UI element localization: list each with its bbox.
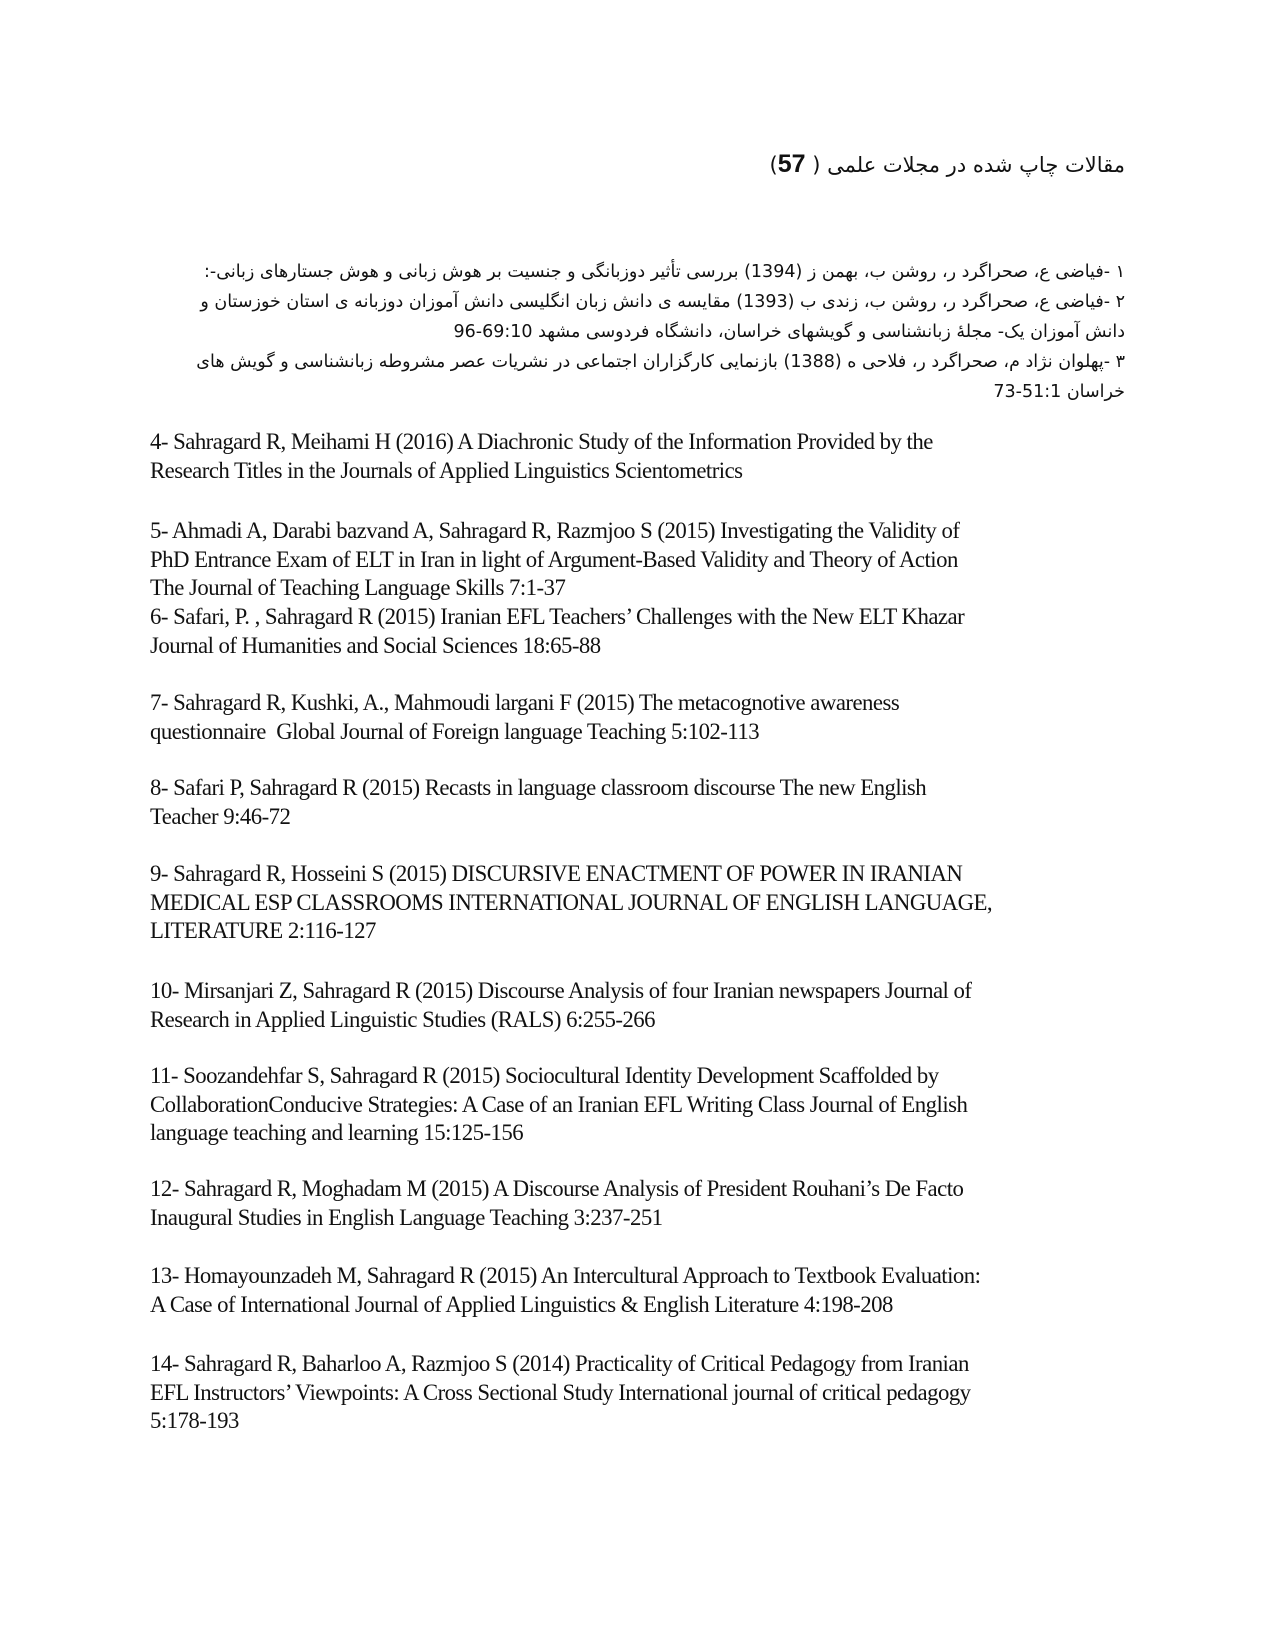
entry-12 bbox=[150, 1175, 1101, 1232]
entry-7 bbox=[150, 689, 1101, 746]
title-close: ) bbox=[769, 153, 778, 177]
entry-12-line-2: Inaugural Studies in English Language Teaching 3:237-251 bbox=[150, 1204, 663, 1231]
entry-4 bbox=[150, 428, 1101, 485]
entry-11-line-2: CollaborationConducive Strategies: A Case of an Iranian EFL Writing Class Journal of English bbox=[150, 1091, 968, 1118]
entry-14-line-3: 5:178-193 bbox=[150, 1408, 239, 1434]
entry-5 bbox=[150, 517, 1101, 603]
entry-14 bbox=[150, 1350, 1101, 1436]
entry-13-line-2: A Case of International Journal of Applied Linguistics & English Literature 4:198-208 bbox=[150, 1291, 893, 1318]
article-count: 57 bbox=[777, 150, 806, 178]
persian-entry-2-line-2: دانش آموزان یک- مجلۀ زبانشناسی و گویشهای خراسان، دانشگاه فردوسی مشهد 69:10-96 bbox=[453, 322, 1125, 342]
entry-5-line-3: The Journal of Teaching Language Skills 7:1-37 bbox=[150, 575, 566, 601]
persian-entry-3-line-2: خراسان 51:1-73 bbox=[993, 382, 1125, 402]
persian-entry-1 bbox=[150, 257, 1125, 287]
entry-11-line-1: 11- Soozandehfar S, Sahragard R (2015) Sociocultural Identity Development Scaffolded by bbox=[150, 1063, 939, 1089]
persian-entry-3 bbox=[150, 347, 1125, 407]
entry-7-line-2: questionnaire Global Journal of Foreign language Teaching 5:102-113 bbox=[150, 718, 760, 745]
entry-6 bbox=[150, 603, 1101, 660]
entry-13 bbox=[150, 1262, 1101, 1319]
entry-8-line-1: 8- Safari P, Sahragard R (2015) Recasts in language classroom discourse The new English bbox=[150, 775, 927, 801]
entry-10 bbox=[150, 977, 1101, 1034]
persian-entry-2 bbox=[150, 287, 1125, 347]
entry-9-line-1: 9- Sahragard R, Hosseini S (2015) DISCURSIVE ENACTMENT OF POWER IN IRANIAN bbox=[150, 861, 963, 887]
entry-7-line-1: 7- Sahragard R, Kushki, A., Mahmoudi largani F (2015) The metacognotive awareness bbox=[150, 690, 900, 716]
entry-9-line-3: LITERATURE 2:116-127 bbox=[150, 918, 376, 944]
entry-14-line-2: EFL Instructors’ Viewpoints: A Cross Sectional Study International journal of critical pedagogy bbox=[150, 1379, 971, 1406]
entry-11 bbox=[150, 1062, 1101, 1148]
entry-9 bbox=[150, 860, 1101, 946]
entry-8 bbox=[150, 774, 1101, 831]
entry-10-line-1: 10- Mirsanjari Z, Sahragard R (2015) Discourse Analysis of four Iranian newspapers Journal of bbox=[150, 978, 972, 1004]
page-title bbox=[770, 150, 1125, 179]
persian-entry-1-line-1: ۱ -فیاضی ع، صحراگرد ر، روشن ب، بهمن ز (1394) بررسی تأثیر دوزبانگی و جنسیت بر هوش زبانی و هوش جستارهای زبانی-: bbox=[204, 262, 1125, 282]
entry-8-line-2: Teacher 9:46-72 bbox=[150, 803, 291, 830]
entry-6-line-2: Journal of Humanities and Social Sciences 18:65-88 bbox=[150, 632, 601, 659]
persian-entry-2-line-1: ۲ -فیاضی ع، صحراگرد ر، روشن ب، زندی ب (1393) مقایسه ی دانش زبان انگلیسی دانش آموزان دوزبانه ی استان خوزستان و bbox=[200, 292, 1125, 312]
entry-12-line-1: 12- Sahragard R, Moghadam M (2015) A Discourse Analysis of President Rouhani’s De Facto bbox=[150, 1176, 964, 1202]
entry-11-line-3: language teaching and learning 15:125-156 bbox=[150, 1120, 524, 1146]
persian-entry-3-line-1: ۳ -پهلوان نژاد م، صحراگرد ر، فلاحی ه (1388) بازنمایی کارگزاران اجتماعی در نشریات عصر مشروطه زبانشناسی و گویش های bbox=[196, 352, 1125, 372]
entry-4-line-2: Research Titles in the Journals of Applied Linguistics Scientometrics bbox=[150, 457, 743, 484]
entry-4-line-1: 4- Sahragard R, Meihami H (2016) A Diachronic Study of the Information Provided by the bbox=[150, 429, 933, 455]
entry-13-line-1: 13- Homayounzadeh M, Sahragard R (2015) An Intercultural Approach to Textbook Evaluation: bbox=[150, 1263, 981, 1289]
entry-5-line-2: PhD Entrance Exam of ELT in Iran in light of Argument-Based Validity and Theory of Action bbox=[150, 546, 958, 573]
entry-5-line-1: 5- Ahmadi A, Darabi bazvand A, Sahragard R, Razmjoo S (2015) Investigating the Validity of bbox=[150, 518, 960, 544]
entry-10-line-2: Research in Applied Linguistic Studies (RALS) 6:255-266 bbox=[150, 1006, 656, 1033]
entry-14-line-1: 14- Sahragard R, Baharloo A, Razmjoo S (2014) Practicality of Critical Pedagogy from Iranian bbox=[150, 1351, 969, 1377]
entry-9-line-2: MEDICAL ESP CLASSROOMS INTERNATIONAL JOURNAL OF ENGLISH LANGUAGE, bbox=[150, 889, 993, 916]
entry-6-line-1: 6- Safari, P. , Sahragard R (2015) Iranian EFL Teachers’ Challenges with the New ELT Khazar bbox=[150, 604, 965, 630]
title-text: مقالات چاپ شده در مجلات علمی ( bbox=[812, 153, 1125, 177]
